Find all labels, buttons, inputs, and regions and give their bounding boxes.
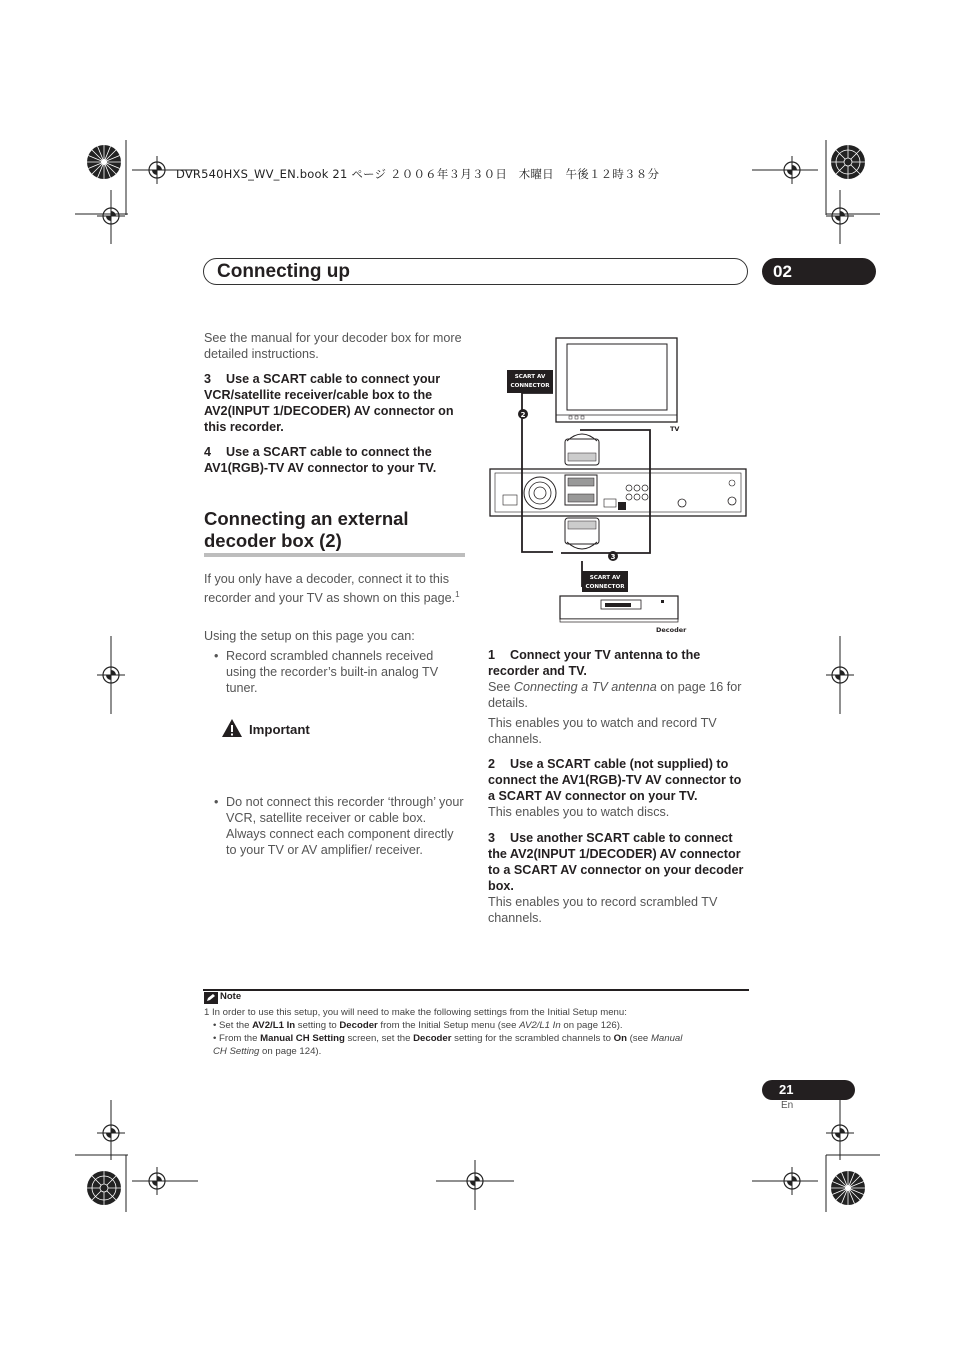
note-pencil-icon (204, 992, 218, 1004)
text: On (613, 1033, 627, 1044)
text: Decoder (413, 1033, 452, 1044)
page-language: En (781, 1100, 794, 1111)
note-bullet-1 (213, 1019, 623, 1032)
note-label: Note (220, 991, 242, 1002)
step-number: 3 (204, 372, 212, 386)
recorder-illustration (490, 469, 746, 516)
marker-2: 2 (520, 411, 526, 419)
setup-paragraph: Using the setup on this page you can: (204, 629, 415, 643)
scart-tv-line1: SCART AV (514, 374, 546, 380)
text: • From the (213, 1033, 261, 1044)
step-number: 3 (488, 831, 496, 845)
scart-tv-line2: CONNECTOR (510, 383, 550, 389)
scart-decoder-line1: SCART AV (589, 575, 621, 581)
decoder-paragraph (204, 571, 466, 606)
intro-paragraph: See the manual for your decoder box for more detailed instructions. (204, 331, 462, 361)
text: AV2/L1 In (519, 1020, 561, 1031)
text: screen, set the (344, 1033, 414, 1044)
note-bullet-2-cont (213, 1045, 321, 1058)
step-4-left (204, 444, 466, 476)
page-number-tab (762, 1080, 855, 1100)
text: Manual CH Setting (260, 1033, 345, 1044)
step-text: Use a SCART cable to connect your VCR/satellite receiver/cable box to the AV2(INPUT 1/DECODER) AV connector on this recorder. (204, 372, 454, 434)
footnote-ref: 1 (455, 590, 460, 599)
step-3-note: This enables you to record scrambled TV channels. (488, 895, 718, 925)
section-underline (204, 553, 465, 557)
step-number: 1 (488, 648, 496, 662)
text: (see (626, 1033, 651, 1044)
text: setting for the scrambled channels to (451, 1033, 614, 1044)
page-title: Connecting up (217, 261, 350, 282)
text: • Set the (213, 1020, 253, 1031)
step-2-note: This enables you to watch discs. (488, 805, 670, 819)
section-heading: Connecting an external decoder box (2) (204, 508, 409, 551)
step-number: 4 (204, 445, 212, 459)
step-3-right (488, 830, 750, 894)
marker-3: 3 (610, 553, 616, 561)
text: on page 126). (560, 1020, 623, 1031)
important-heading: Important (249, 722, 310, 737)
step-1-note: This enables you to watch and record TV channels. (488, 716, 717, 746)
antenna-ref-suffix: on page 16 for details. (488, 680, 742, 710)
tv-label: TV (670, 425, 680, 433)
scart-plug-bottom (565, 518, 599, 549)
step-1-right (488, 647, 750, 679)
note-rule (203, 989, 749, 991)
important-bullet: • Do not connect this recorder ‘through’ your VCR, satellite receiver or cable box. Always connect each component directly to your TV or AV amplifier/ receiver. (204, 794, 466, 858)
text: CH Setting (213, 1046, 260, 1057)
decoder-illustration (560, 596, 678, 622)
text: from the Initial Setup menu (see (377, 1020, 520, 1031)
antenna-reference (488, 679, 750, 711)
text: setting to (295, 1020, 340, 1031)
step-text: Use another SCART cable to connect the AV2(INPUT 1/DECODER) AV connector to a SCART AV connector on your decoder box. (488, 831, 744, 893)
scart-decoder-line2: CONNECTOR (585, 584, 625, 590)
chapter-number: 02 (773, 262, 792, 281)
step-text: Use a SCART cable to connect the AV1(RGB)-TV AV connector to your TV. (204, 445, 437, 475)
note-bullet-2 (213, 1032, 682, 1045)
text: Decoder (339, 1020, 378, 1031)
warning-icon (221, 718, 243, 738)
text: AV2/L1 In (252, 1020, 296, 1031)
antenna-ref-prefix: See (488, 680, 514, 694)
print-job-header: DVR540HXS_WV_EN.book 21 ページ ２００６年３月３０日 木曜日 午後１２時３８分 (176, 167, 660, 181)
text: Manual (650, 1033, 683, 1044)
step-2-right (488, 756, 750, 804)
decoder-label: Decoder (656, 626, 687, 634)
step-3-left (204, 371, 466, 435)
text: on page 124). (259, 1046, 322, 1057)
connection-diagram (487, 335, 749, 635)
antenna-ref-link: Connecting a TV antenna (513, 680, 657, 694)
tv-illustration (556, 338, 677, 422)
capability-bullet: • Record scrambled channels received using the recorder’s built-in analog TV tuner. (204, 648, 466, 696)
page-number: 21 (779, 1082, 794, 1097)
note-line-1: 1 In order to use this setup, you will need to make the following settings from the Initial Setup menu: (204, 1007, 627, 1018)
step-text: Use a SCART cable (not supplied) to connect the AV1(RGB)-TV AV connector to a SCART AV connector on your TV. (488, 757, 742, 803)
step-text: Connect your TV antenna to the recorder and TV. (488, 648, 701, 678)
decoder-paragraph-text: If you only have a decoder, connect it to this recorder and your TV as shown on this page. (204, 572, 456, 606)
step-number: 2 (488, 757, 496, 771)
scart-plug-top (565, 434, 599, 465)
